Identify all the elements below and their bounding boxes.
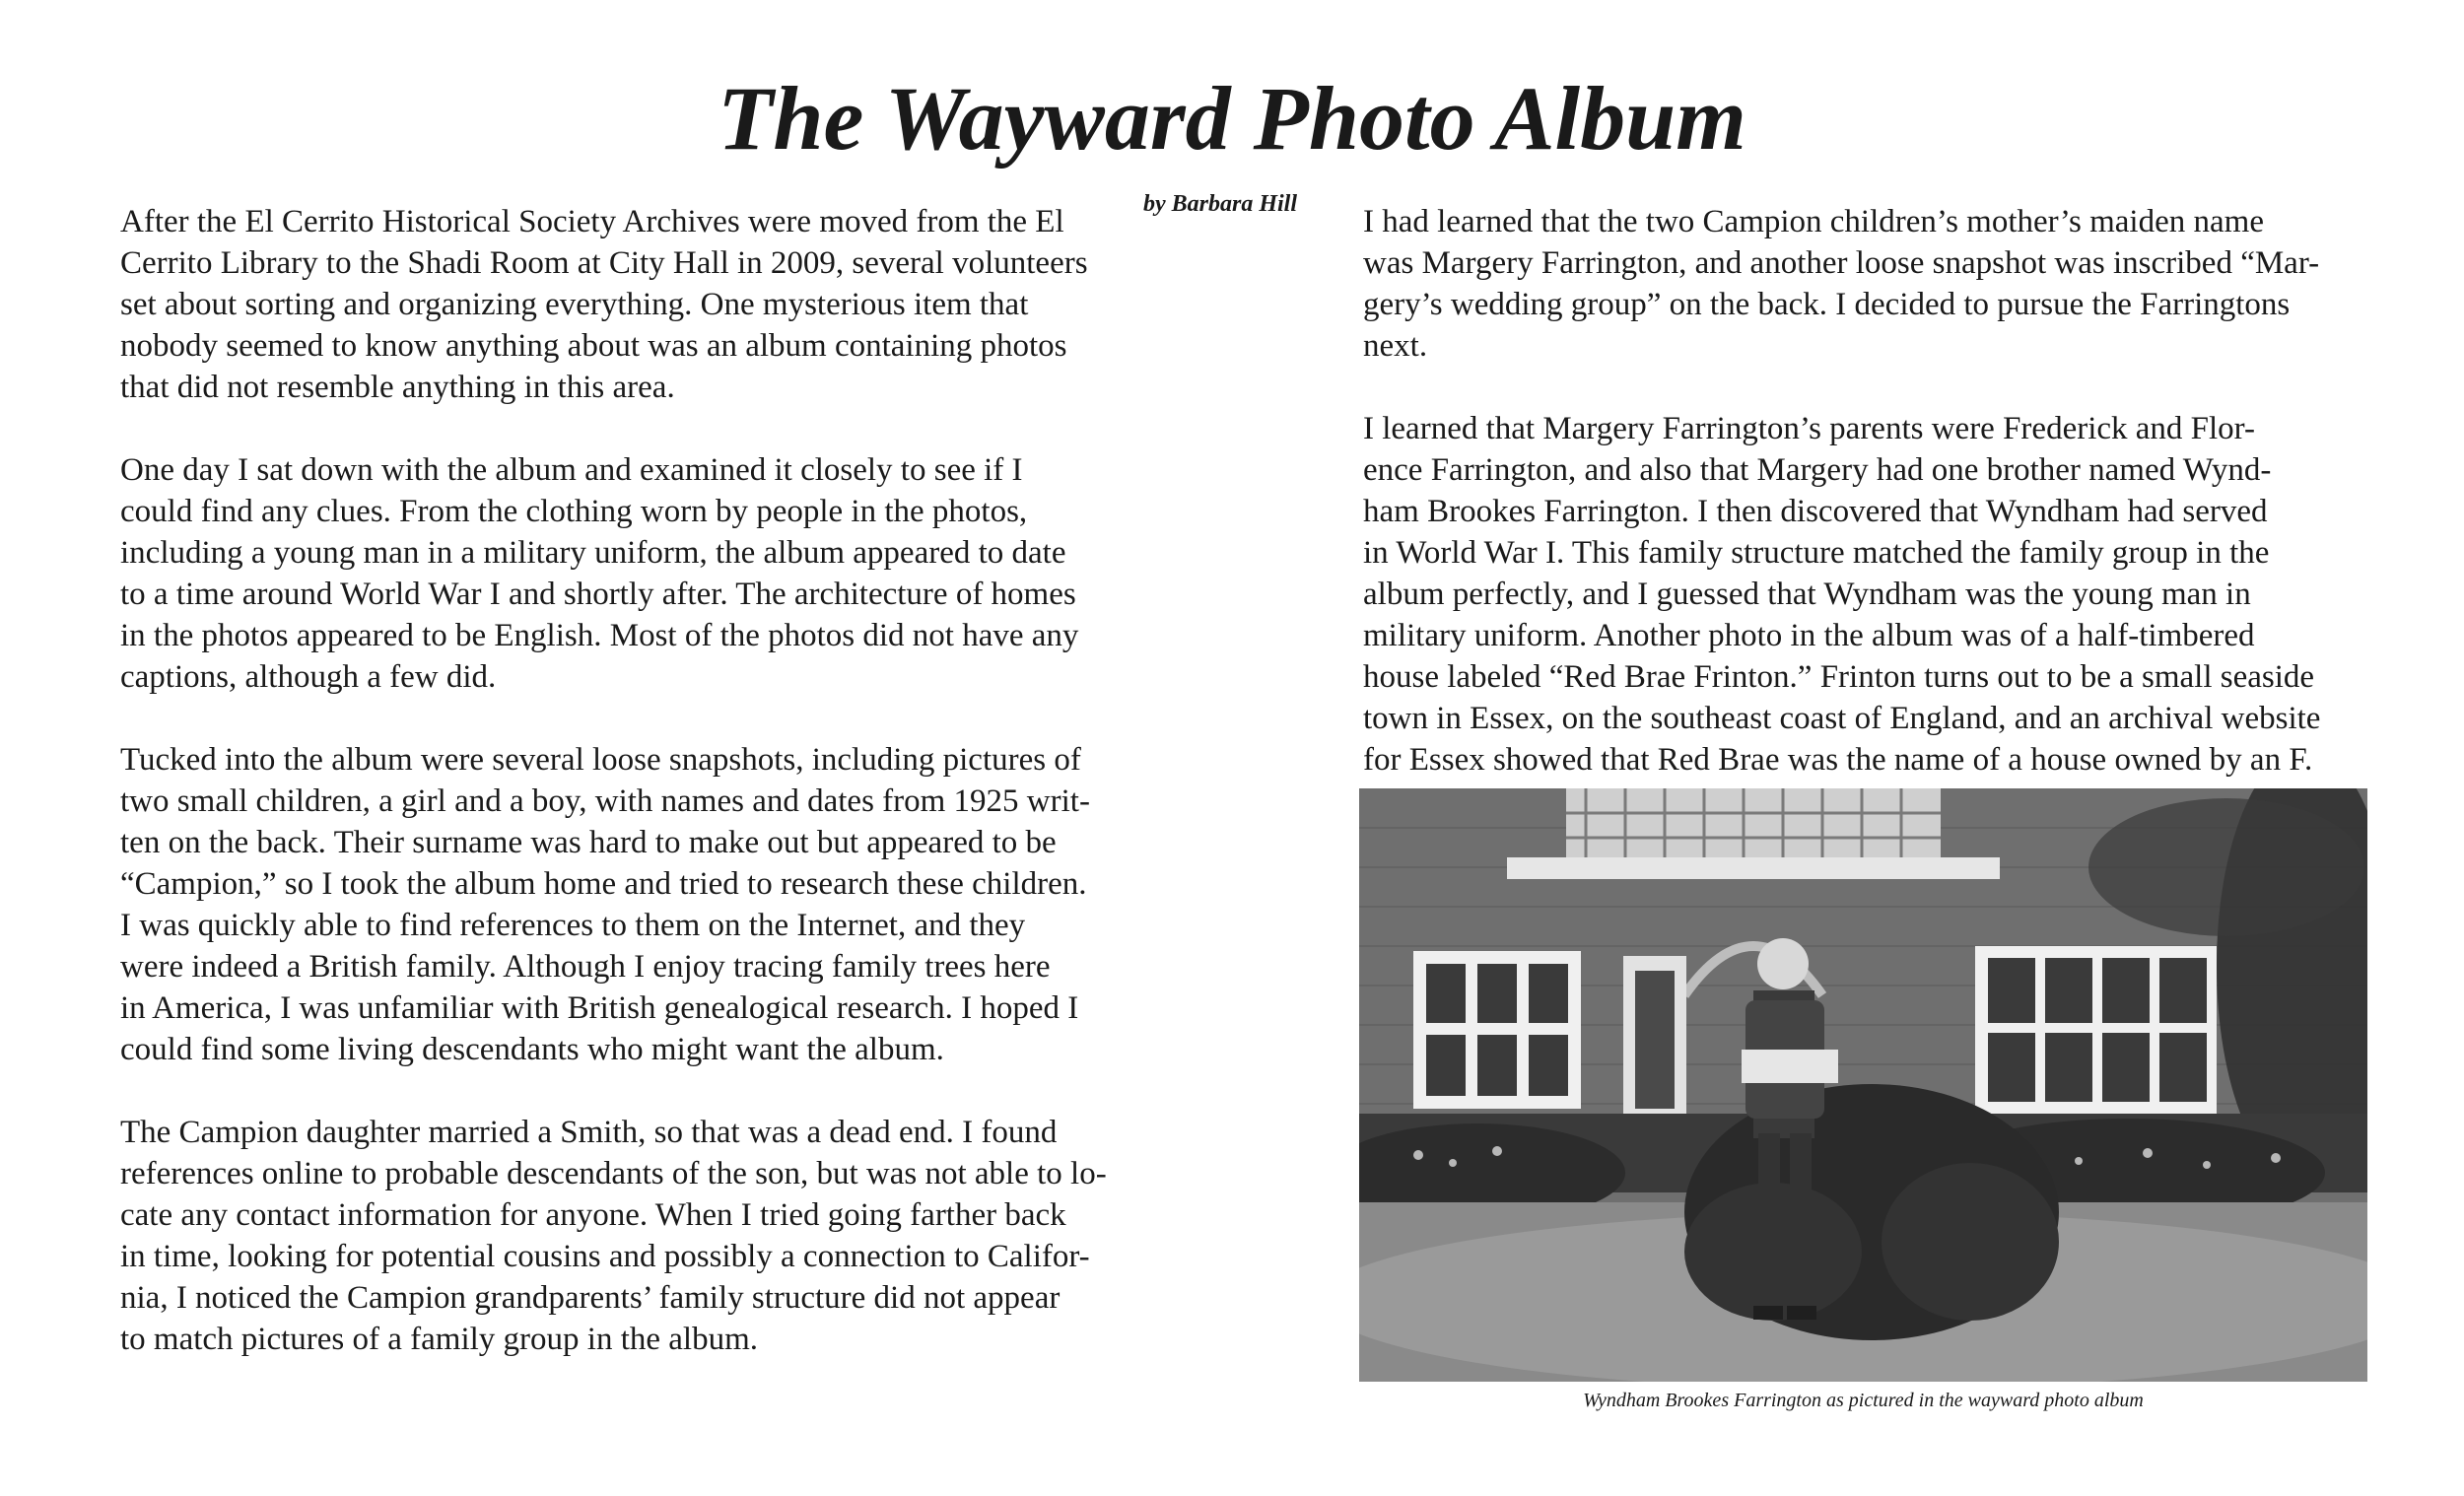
photo-caption: Wyndham Brookes Farrington as pictured in the wayward photo album [1583,1390,2144,1411]
historical-photo [1359,788,2367,1382]
photo-image [1359,788,2367,1382]
paragraph: After the El Cerrito Historical Society Archives were moved from the El Cerrito Library to the Shadi Room at City Hall in 2009, several volunteers set about sorting and organizing everything. One mysterious item that nobody seemed to know anything about was an album containing photos that did not resemble anything in this area. [120,204,1088,405]
article-byline: by Barbara Hill [1143,191,1298,217]
right-column [1363,201,2383,822]
paragraph: I learned that Margery Farrington’s parents were Frederick and Flor- ence Farrington, and also that Margery had one brother named Wynd- ham Brookes Farrington. I then discovered that Wyndham had served in World War I. This family structure matched the family group in the album perfectly, and I guessed that Wyndham was the young man in military uniform. Another photo in the album was of a half-timbered house labeled “Red Brae Frinton.” Frinton turns out to be a small seaside town in Essex, on the southeast coast of England, and an archival website for Essex showed that Red Brae was the name of a house owned by an F. [1363,411,2321,778]
paragraph: Tucked into the album were several loose snapshots, including pictures of two small children, a girl and a boy, with names and dates from 1925 writ- ten on the back. Their surname was hard to make out but appeared to be “Campion,” so I took the album home and tried to research these children. I was quickly able to find references to them on the Internet, and they were indeed a British family. Although I enjoy tracing family trees here in America, I was unfamiliar with British genealogical research. I hoped I could find some living descendants who might want the album. [120,742,1090,1067]
left-column [120,201,1130,1401]
paragraph: I had learned that the two Campion children’s mother’s maiden name was Margery Farrington, and another loose snapshot was inscribed “Mar- gery’s wedding group” on the back. I decided to pursue the Farringtons next. [1363,204,2320,364]
paragraph: The Campion daughter married a Smith, so that was a dead end. I found references online to probable descendants of the son, but was not able to lo- cate any contact information for anyone. When I tried going farther back in time, looking for potential cousins and possibly a connection to Califor- nia, I noticed the Campion grandparents’ family structure did not appear to match pictures of a family group in the album. [120,1115,1107,1357]
article-title: The Wayward Photo Album [718,68,1746,169]
paragraph: One day I sat down with the album and examined it closely to see if I could find any clues. From the clothing worn by people in the photos, including a young man in a military uniform, the album appeared to date to a time around World War I and shortly after. The architecture of homes in the photos appeared to be English. Most of the photos did not have any captions, although a few did. [120,452,1079,695]
